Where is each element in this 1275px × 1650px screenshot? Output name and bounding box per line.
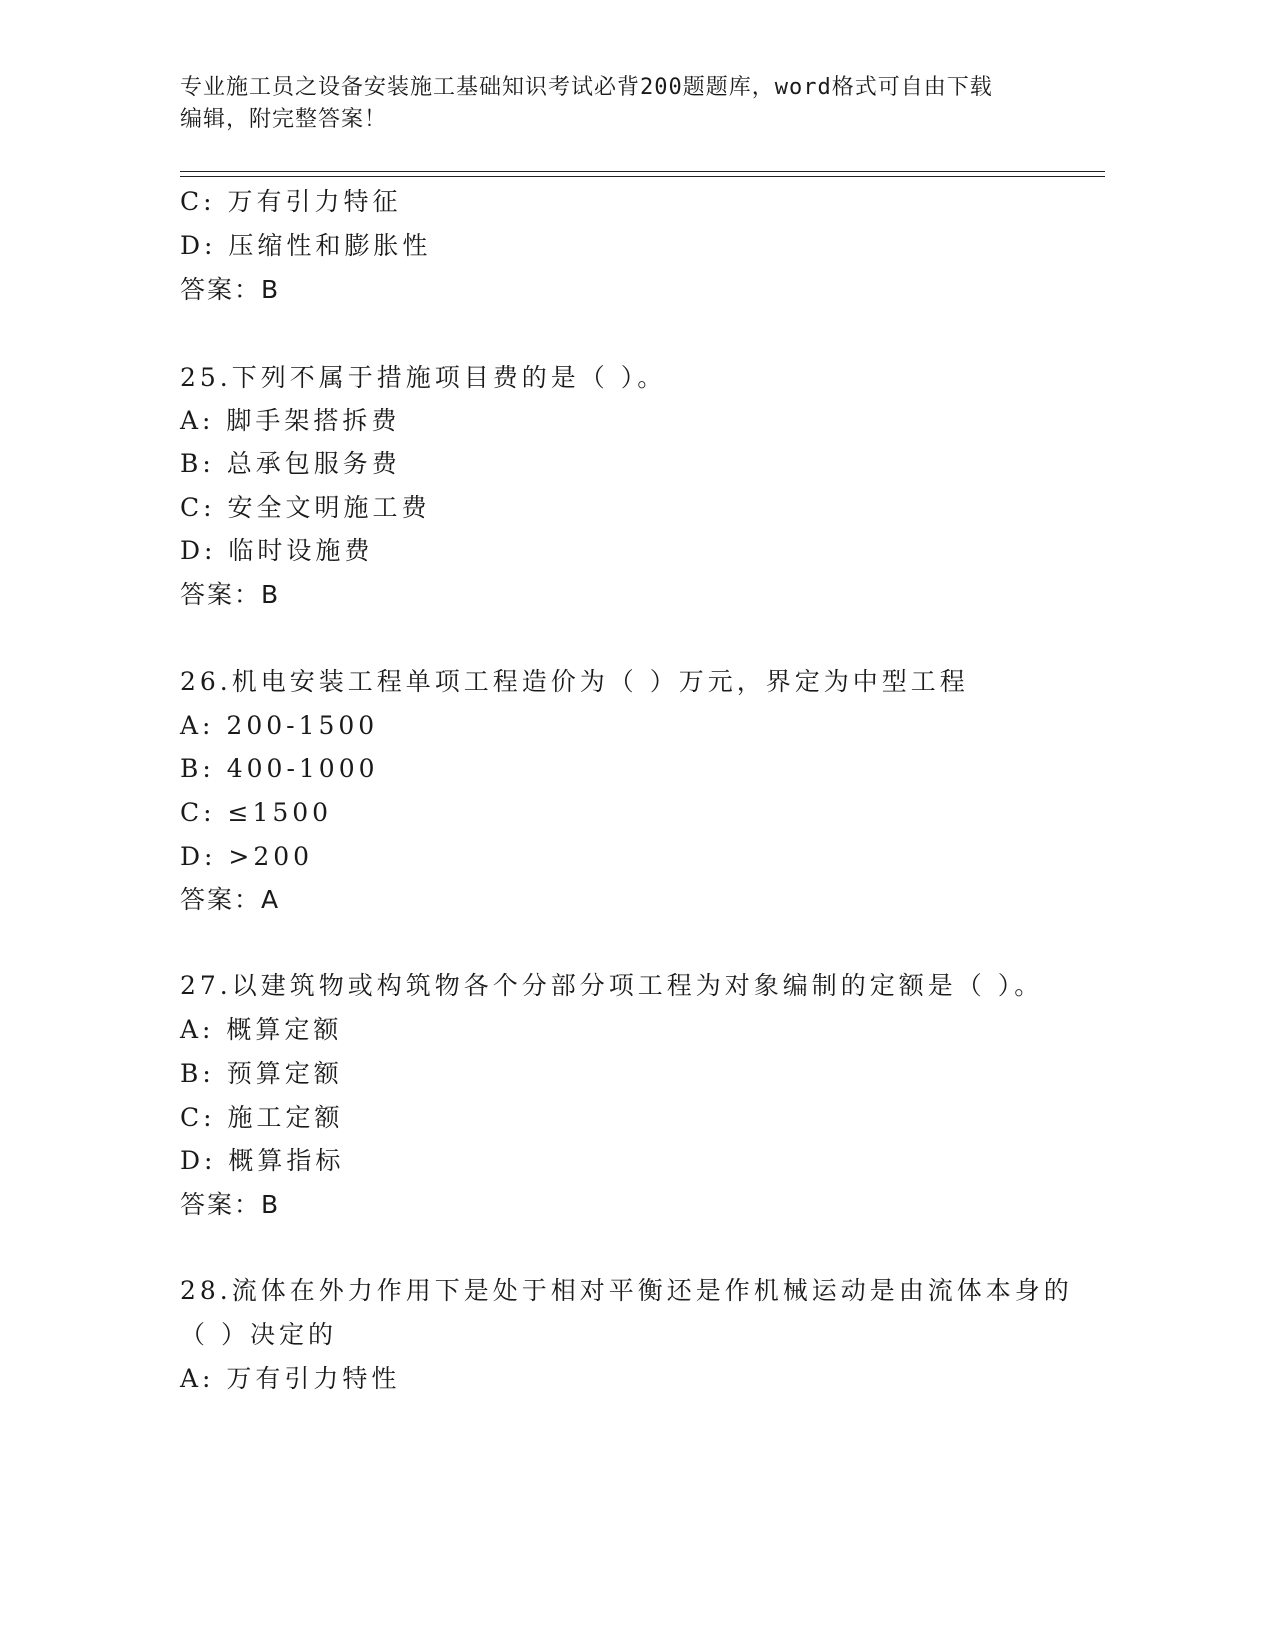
q25-answer: 答案：B [180, 580, 281, 609]
document-header [180, 72, 1080, 136]
q26-option-b: B: 400-1000 [180, 754, 379, 783]
q25-option-a: A: 脚手架搭拆费 [180, 406, 401, 435]
header-title-line-2: 编辑，附完整答案！ [180, 107, 388, 132]
q24-option-c: C: 万有引力特征 [180, 187, 402, 216]
q25-option-c: C: 安全文明施工费 [180, 493, 431, 522]
header-title-line-1: 专业施工员之设备安装施工基础知识考试必背200题题库，word格式可自由下载 [180, 75, 993, 100]
header-divider-top [180, 171, 1105, 172]
q26-answer: 答案：A [180, 885, 281, 914]
q25-option-b: B: 总承包服务费 [180, 449, 401, 478]
q24-option-d: D: 压缩性和膨胀性 [180, 231, 432, 260]
q27-answer: 答案：B [180, 1190, 281, 1219]
q27-option-b: B: 预算定额 [180, 1059, 343, 1088]
q28-question-line-1: 28.流体在外力作用下是处于相对平衡还是作机械运动是由流体本身的 [180, 1276, 1073, 1305]
q28-question-line-2: （ ）决定的 [180, 1320, 337, 1349]
q26-question: 26.机电安装工程单项工程造价为（ ）万元，界定为中型工程 [180, 667, 969, 696]
header-divider-bottom [180, 176, 1105, 177]
q26-option-d: D: >200 [180, 842, 314, 871]
q28-option-a: A: 万有引力特性 [180, 1364, 401, 1393]
q27-option-c: C: 施工定额 [180, 1103, 344, 1132]
q26-option-c: C: ≤1500 [180, 798, 333, 827]
q27-option-a: A: 概算定额 [180, 1015, 343, 1044]
q25-question: 25.下列不属于措施项目费的是（ ）。 [180, 363, 667, 392]
q24-answer: 答案：B [180, 275, 281, 304]
q26-option-a: A: 200-1500 [180, 711, 379, 740]
q25-option-d: D: 临时设施费 [180, 536, 374, 565]
q27-option-d: D: 概算指标 [180, 1146, 345, 1175]
q27-question: 27.以建筑物或构筑物各个分部分项工程为对象编制的定额是（ ）。 [180, 971, 1044, 1000]
